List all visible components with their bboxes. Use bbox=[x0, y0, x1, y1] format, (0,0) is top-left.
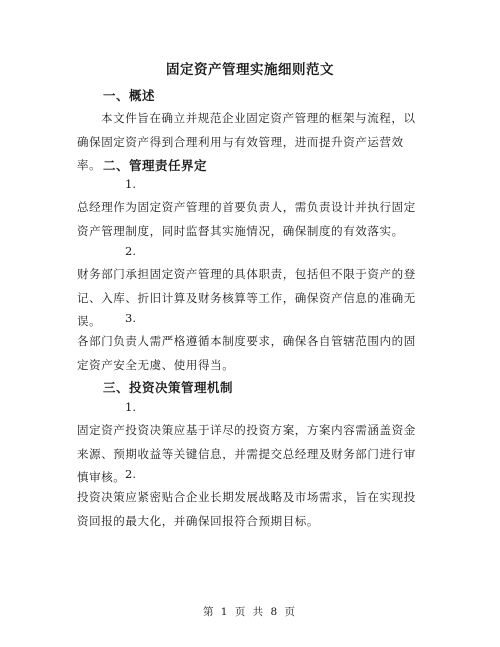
section-heading-investment: 三、投资决策管理机制 bbox=[103, 380, 234, 395]
section-heading-overview: 一、概述 bbox=[103, 88, 156, 103]
section-paragraph-overview: 本文件旨在确立并规范企业固定资产管理的框架与流程，以确保固定资产得到合理利用与有效管理，进而提升资产运营效率。 bbox=[77, 111, 416, 172]
list-item-number: 2. bbox=[125, 244, 136, 258]
list-item-text: 固定资产投资决策应基于详尽的投资方案，方案内容需涵盖资金来源、预期收益等关键信息，并需提交总经理及财务部门进行审慎审核。 bbox=[77, 423, 416, 484]
section-heading-responsibility: 二、管理责任界定 bbox=[103, 158, 208, 173]
list-item-text: 总经理作为固定资产管理的首要负责人，需负责设计并执行固定资产管理制度，同时监督其实施情况，确保制度的有效落实。 bbox=[77, 200, 416, 238]
list-item-number: 1. bbox=[125, 177, 136, 191]
document-title: 固定资产管理实施细则范文 bbox=[166, 62, 334, 78]
page-footer: 第 1 页 共 8 页 bbox=[202, 606, 298, 618]
list-item-number: 3. bbox=[125, 311, 136, 325]
list-item-text: 投资决策应紧密贴合企业长期发展战略及市场需求，旨在实现投资回报的最大化，并确保回报符合预期目标。 bbox=[77, 490, 416, 528]
list-item-text: 各部门负责人需严格遵循本制度要求，确保各自管辖范围内的固定资产安全无虞、使用得当。 bbox=[77, 334, 416, 372]
list-item-text: 财务部门承担固定资产管理的具体职责，包括但不限于资产的登记、入库、折旧计算及财务核算等工作，确保资产信息的准确无误。 bbox=[77, 267, 416, 328]
list-item-number: 2. bbox=[125, 467, 136, 481]
list-item-number: 1. bbox=[125, 400, 136, 414]
